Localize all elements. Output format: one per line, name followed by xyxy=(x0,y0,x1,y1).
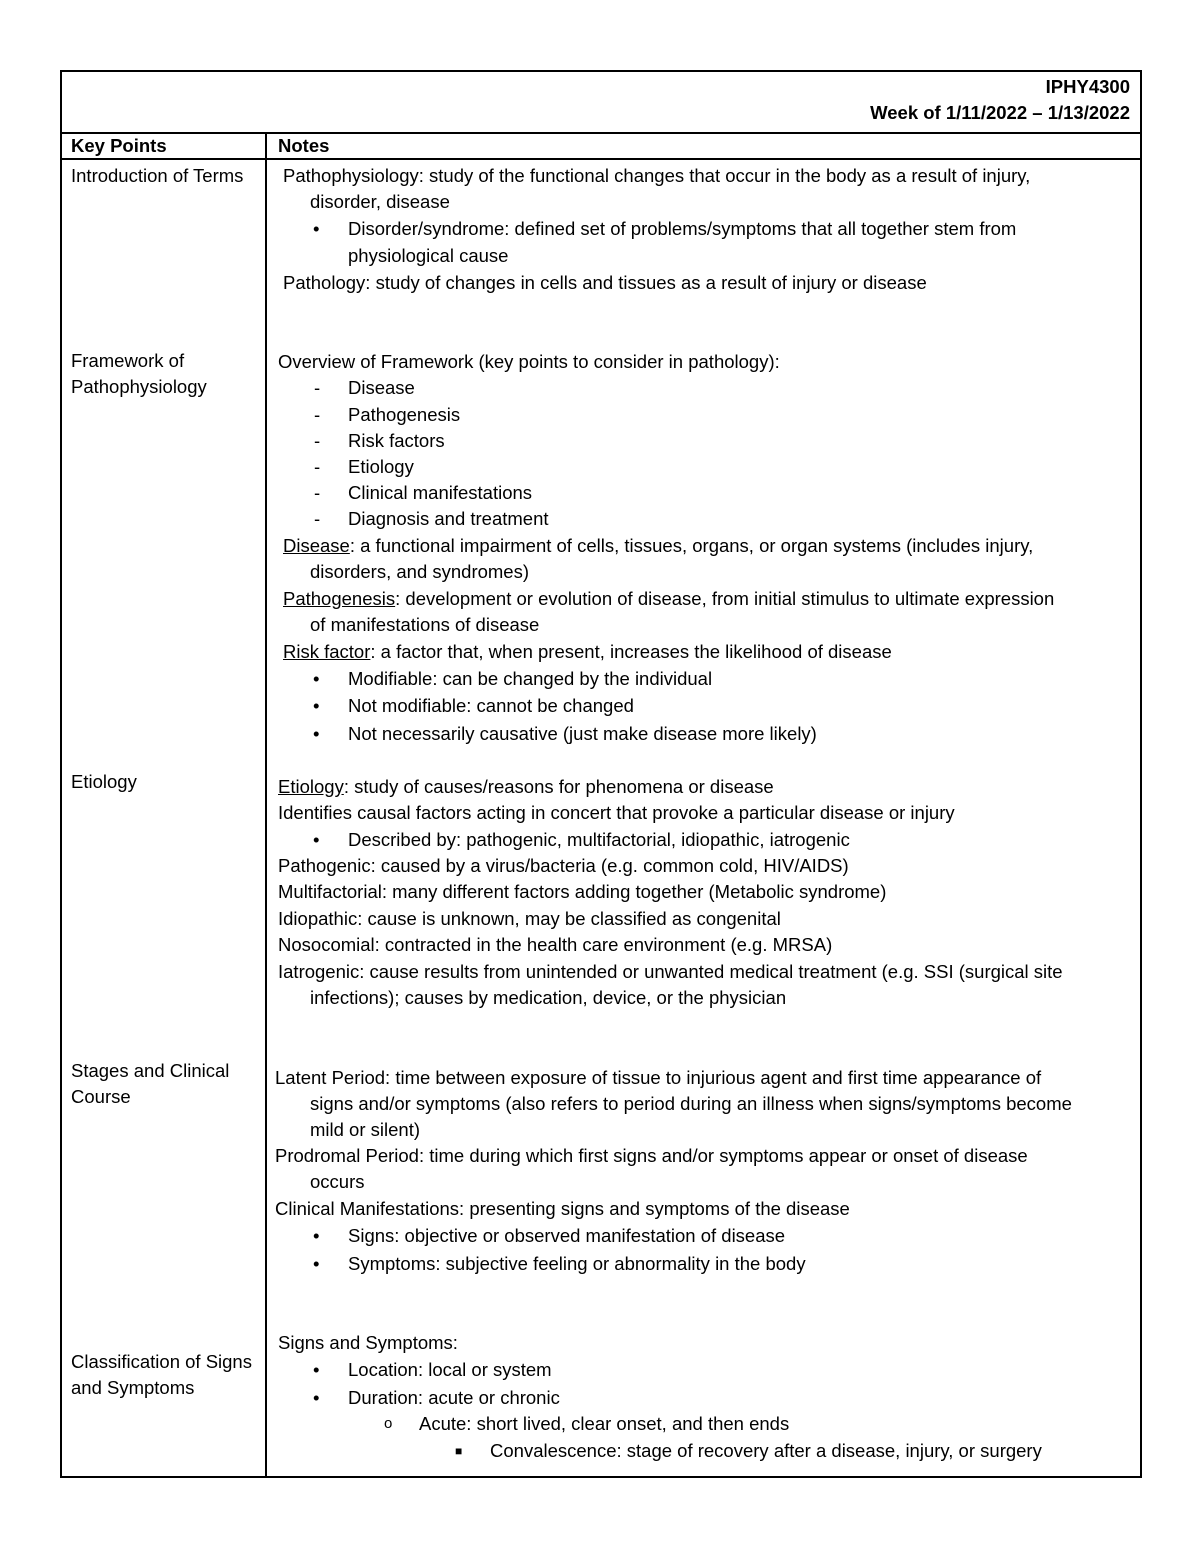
note-line: mild or silent) xyxy=(310,1119,420,1140)
week-range: Week of 1/11/2022 – 1/13/2022 xyxy=(870,102,1130,123)
note-line: Idiopathic: cause is unknown, may be classified as congenital xyxy=(278,908,781,929)
note-line: Risk factor: a factor that, when present, increases the likelihood of disease xyxy=(283,641,892,662)
dash-icon: - xyxy=(314,482,321,503)
note-line: disorder, disease xyxy=(310,191,450,212)
note-line: Identifies causal factors acting in concert that provoke a particular disease or injury xyxy=(278,802,955,823)
key-point-framework: Framework of Pathophysiology xyxy=(71,350,207,397)
note-line: Disorder/syndrome: defined set of problems/symptoms that all together stem from xyxy=(348,218,1017,239)
note-line: Disease: a functional impairment of cells, tissues, organs, or organ systems (includes injury, xyxy=(283,535,1034,556)
bullet-icon: • xyxy=(313,1359,320,1380)
list-item: Convalescence: stage of recovery after a disease, injury, or surgery xyxy=(490,1440,1042,1461)
term-disease: Disease xyxy=(283,535,350,556)
bullet-icon: • xyxy=(313,1225,320,1246)
note-line: of manifestations of disease xyxy=(310,614,540,635)
note-line: Latent Period: time between exposure of tissue to injurious agent and first time appearance of xyxy=(275,1067,1042,1088)
bullet-icon: • xyxy=(313,723,320,744)
dash-icon: - xyxy=(314,404,321,425)
note-line: physiological cause xyxy=(348,245,509,266)
note-line: Pathology: study of changes in cells and tissues as a result of injury or disease xyxy=(283,272,927,293)
note-line: Etiology: study of causes/reasons for phenomena or disease xyxy=(278,776,774,797)
key-point-stages: Stages and Clinical Course xyxy=(71,1060,230,1107)
term-risk-factor: Risk factor xyxy=(283,641,371,662)
note-line: occurs xyxy=(310,1171,365,1192)
dash-icon: - xyxy=(314,430,321,451)
note-line: Prodromal Period: time during which first signs and/or symptoms appear or onset of disease xyxy=(275,1145,1028,1166)
bullet-icon: • xyxy=(313,1253,320,1274)
square-bullet-icon: ■ xyxy=(455,1444,463,1458)
note-line: Nosocomial: contracted in the health care environment (e.g. MRSA) xyxy=(278,934,833,955)
dash-icon: - xyxy=(314,456,321,477)
bullet-icon: • xyxy=(313,829,320,850)
course-code: IPHY4300 xyxy=(1045,76,1130,97)
note-line: Signs and Symptoms: xyxy=(278,1332,458,1353)
note-line: Multifactorial: many different factors adding together (Metabolic syndrome) xyxy=(278,881,887,902)
term-pathogenesis: Pathogenesis xyxy=(283,588,396,609)
notes-header: Notes xyxy=(278,135,330,156)
circle-bullet-icon: o xyxy=(384,1415,393,1432)
list-item: Signs: objective or observed manifestation of disease xyxy=(348,1225,786,1246)
bullet-icon: • xyxy=(313,218,320,239)
dash-icon: - xyxy=(314,508,321,529)
note-line: Pathogenic: caused by a virus/bacteria (e.g. common cold, HIV/AIDS) xyxy=(278,855,849,876)
note-line: Iatrogenic: cause results from unintended or unwanted medical treatment (e.g. SSI (surgical site xyxy=(278,961,1063,982)
list-item: Acute: short lived, clear onset, and then ends xyxy=(419,1413,790,1434)
list-item: Symptoms: subjective feeling or abnormality in the body xyxy=(348,1253,806,1274)
list-item: Location: local or system xyxy=(348,1359,552,1380)
notes-column xyxy=(267,72,1130,1476)
note-line: infections); causes by medication, device, or the physician xyxy=(310,987,787,1008)
list-item: Described by: pathogenic, multifactorial, idiopathic, iatrogenic xyxy=(348,829,850,850)
note-line: disorders, and syndromes) xyxy=(310,561,530,582)
key-point-etiology: Etiology xyxy=(71,771,137,792)
notes-table xyxy=(60,70,1142,1478)
key-points-header: Key Points xyxy=(71,135,167,156)
term-etiology: Etiology xyxy=(278,776,344,797)
note-line: Overview of Framework (key points to consider in pathology): xyxy=(278,351,780,372)
list-item: Diagnosis and treatment xyxy=(348,508,549,529)
bullet-icon: • xyxy=(313,695,320,716)
dash-icon: - xyxy=(314,377,321,398)
list-item: Clinical manifestations xyxy=(348,482,533,503)
list-item: Not modifiable: cannot be changed xyxy=(348,695,634,716)
list-item: Risk factors xyxy=(348,430,445,451)
list-item: Etiology xyxy=(348,456,414,477)
list-item: Modifiable: can be changed by the individual xyxy=(348,668,713,689)
list-item: Not necessarily causative (just make disease more likely) xyxy=(348,723,817,744)
bullet-icon: • xyxy=(313,668,320,689)
list-item: Disease xyxy=(348,377,415,398)
note-line: Clinical Manifestations: presenting signs and symptoms of the disease xyxy=(275,1198,850,1219)
key-point-classification: Classification of Signs and Symptoms xyxy=(71,1351,252,1398)
key-point-intro: Introduction of Terms xyxy=(71,165,244,186)
note-line: Pathogenesis: development or evolution of disease, from initial stimulus to ultimate expression xyxy=(283,588,1055,609)
note-line: Pathophysiology: study of the functional changes that occur in the body as a result of injury, xyxy=(283,165,1031,186)
list-item: Duration: acute or chronic xyxy=(348,1387,560,1408)
bullet-icon: • xyxy=(313,1387,320,1408)
list-item: Pathogenesis xyxy=(348,404,461,425)
note-line: signs and/or symptoms (also refers to period during an illness when signs/symptoms become xyxy=(310,1093,1072,1114)
